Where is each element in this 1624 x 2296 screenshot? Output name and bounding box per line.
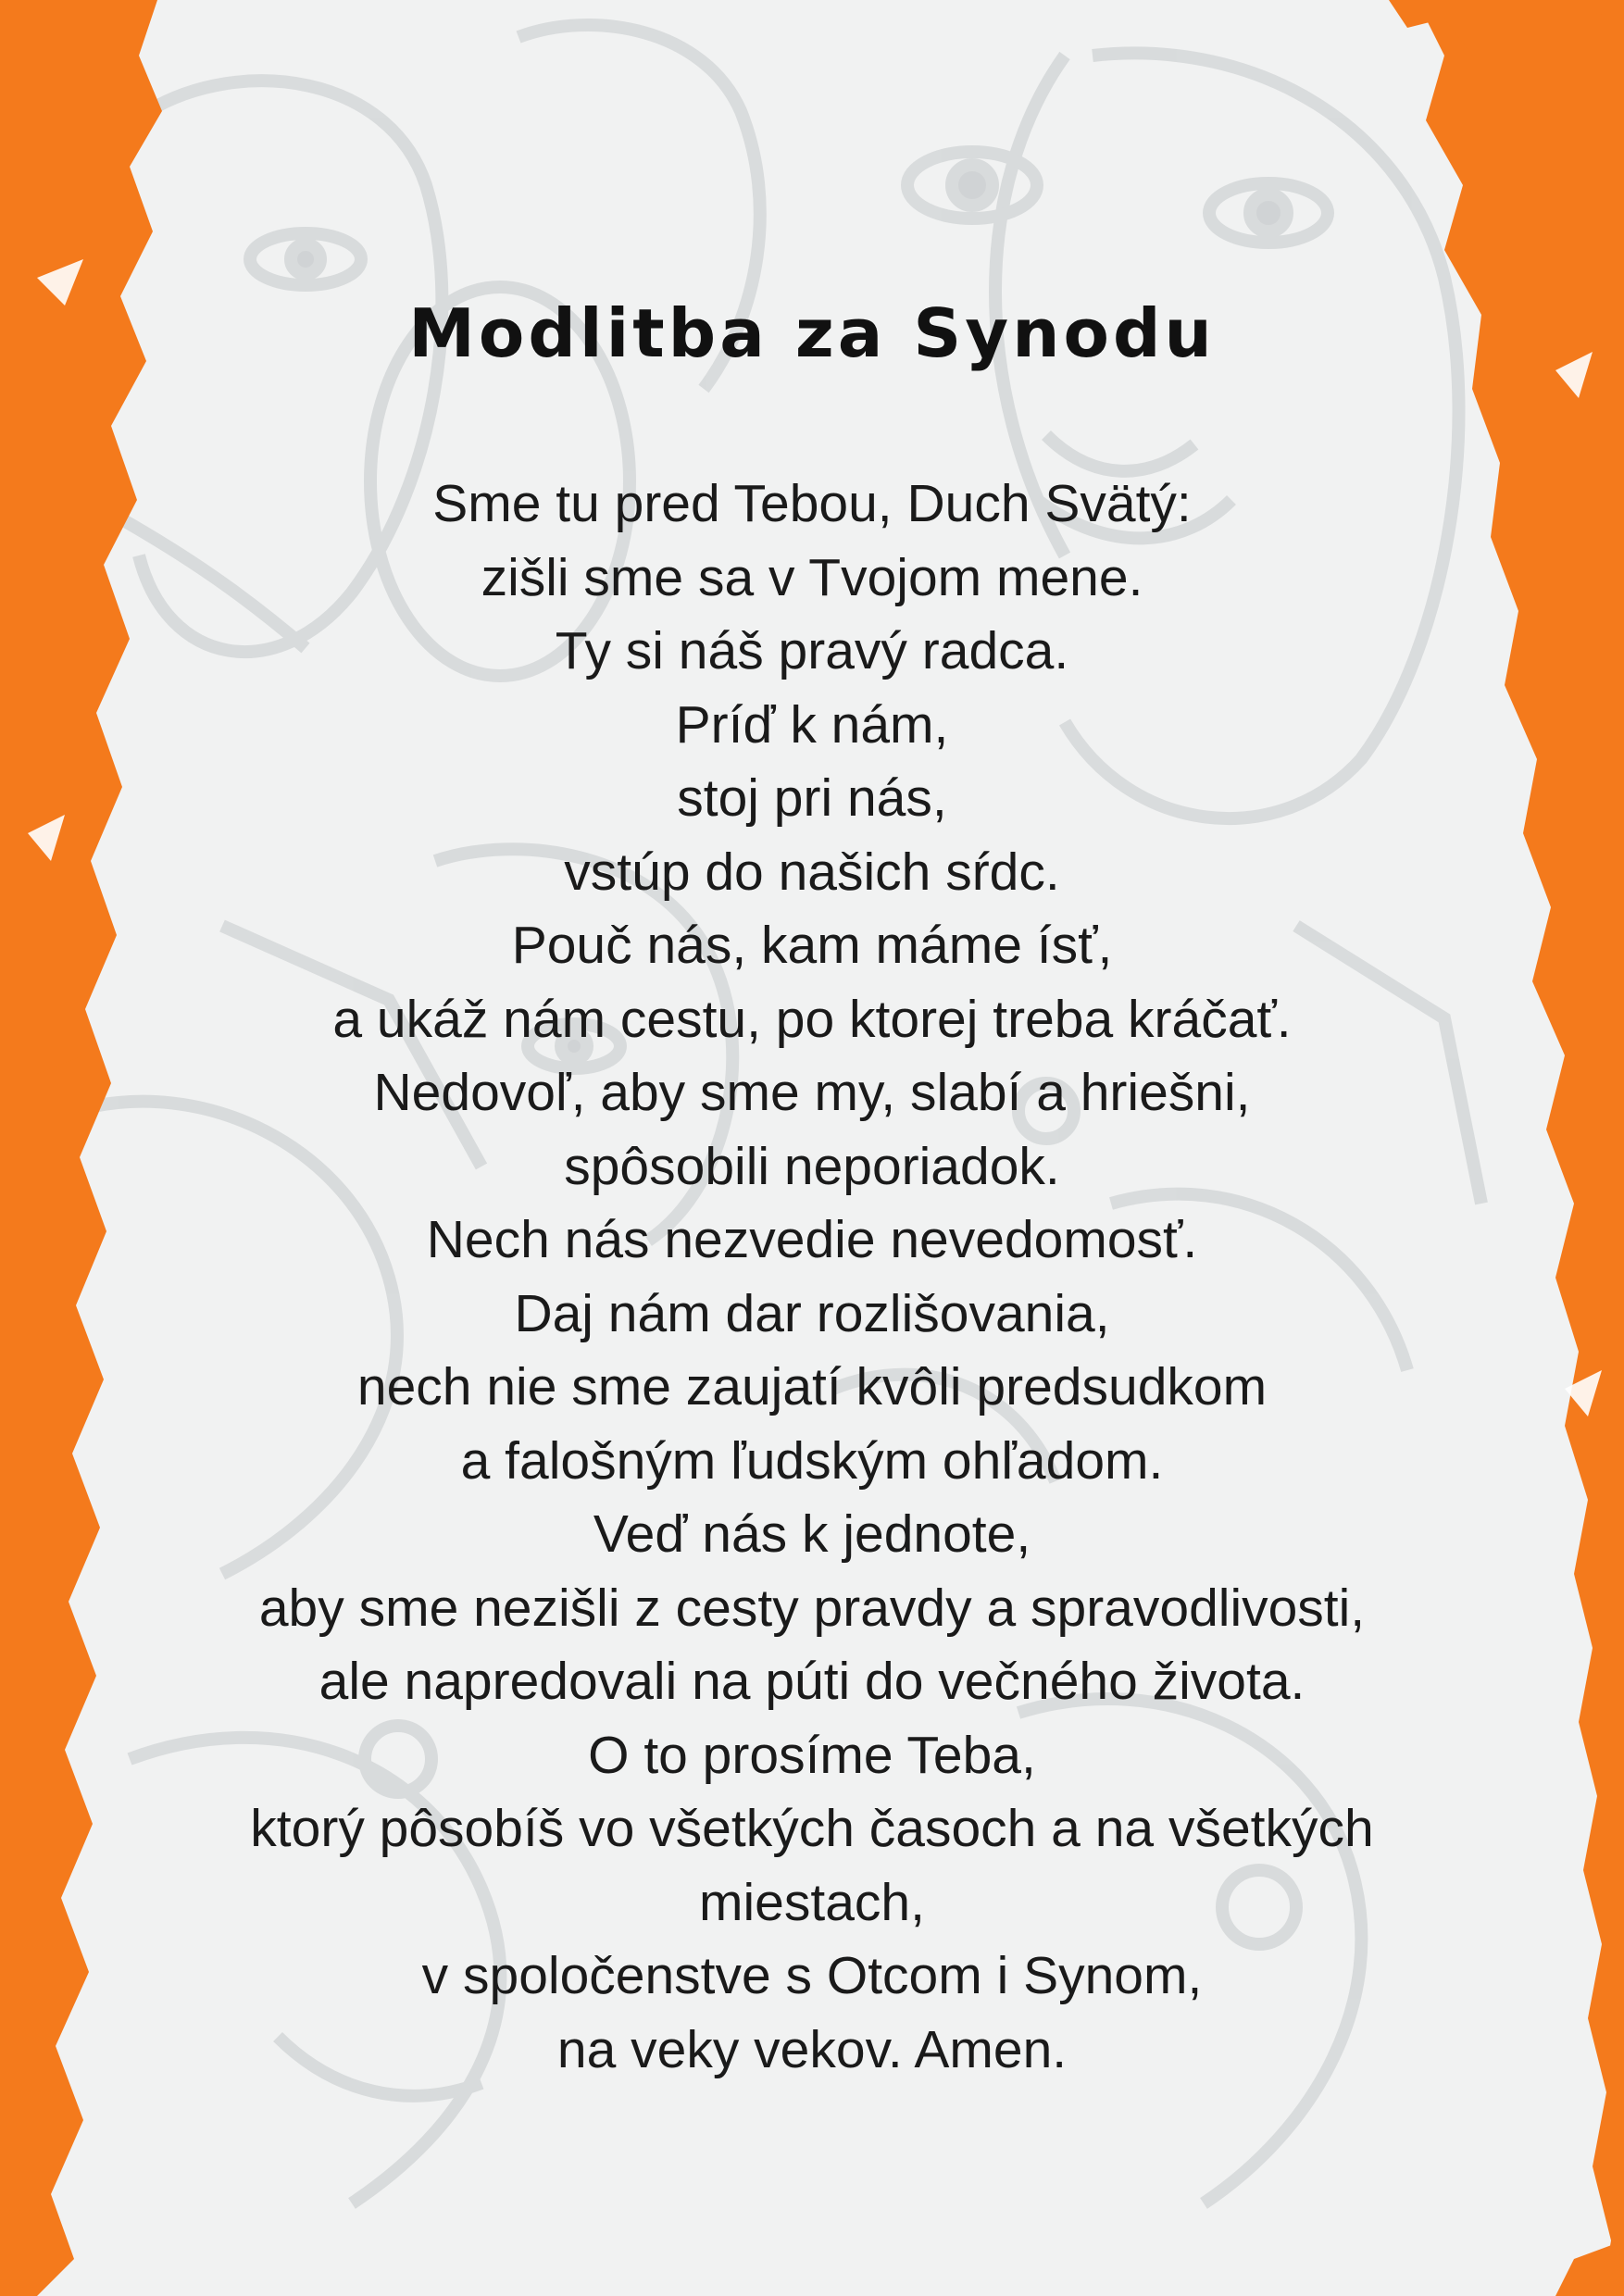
prayer-line: zišli sme sa v Tvojom mene. bbox=[481, 547, 1143, 607]
prayer-line: ale napredovali na púti do večného života. bbox=[319, 1652, 1305, 1711]
prayer-line: aby sme nezišli z cesty pravdy a spravodlivosti, bbox=[258, 1578, 1366, 1638]
prayer-line: spôsobili neporiadok. bbox=[564, 1136, 1060, 1196]
prayer-line: Nedovoľ, aby sme my, slabí a hriešni, bbox=[373, 1063, 1251, 1122]
prayer-line: nech nie sme zaujatí kvôli predsudkom bbox=[356, 1357, 1268, 1416]
prayer-line: a ukáž nám cestu, po ktorej treba kráčať. bbox=[332, 989, 1292, 1049]
prayer-line: ktorý pôsobíš vo všetkých časoch a na všetkých bbox=[250, 1799, 1374, 1858]
prayer-text bbox=[157, 468, 1467, 2087]
prayer-line: stoj pri nás, bbox=[677, 768, 947, 828]
prayer-line: Sme tu pred Tebou, Duch Svätý: bbox=[432, 474, 1192, 533]
prayer-line: na veky vekov. Amen. bbox=[556, 2019, 1068, 2079]
prayer-line: miestach, bbox=[699, 1872, 925, 1932]
prayer-line: Nech nás nezvedie nevedomosť. bbox=[426, 1210, 1198, 1269]
prayer-line: Príď k nám, bbox=[675, 694, 949, 755]
prayer-line: Daj nám dar rozlišovania, bbox=[514, 1283, 1110, 1343]
prayer-line: O to prosíme Teba, bbox=[588, 1725, 1036, 1785]
prayer-line: vstúp do našich sŕdc. bbox=[564, 842, 1060, 902]
document-title: Modlitba za Synodu bbox=[408, 294, 1216, 372]
prayer-line: Pouč nás, kam máme ísť, bbox=[511, 916, 1113, 975]
prayer-line: v spoločenstve s Otcom i Synom, bbox=[421, 1946, 1203, 2005]
prayer-line: a falošným ľudským ohľadom. bbox=[460, 1430, 1164, 1491]
prayer-line: Ty si náš pravý radca. bbox=[555, 621, 1069, 680]
prayer-line: Veď nás k jednote, bbox=[593, 1504, 1031, 1564]
